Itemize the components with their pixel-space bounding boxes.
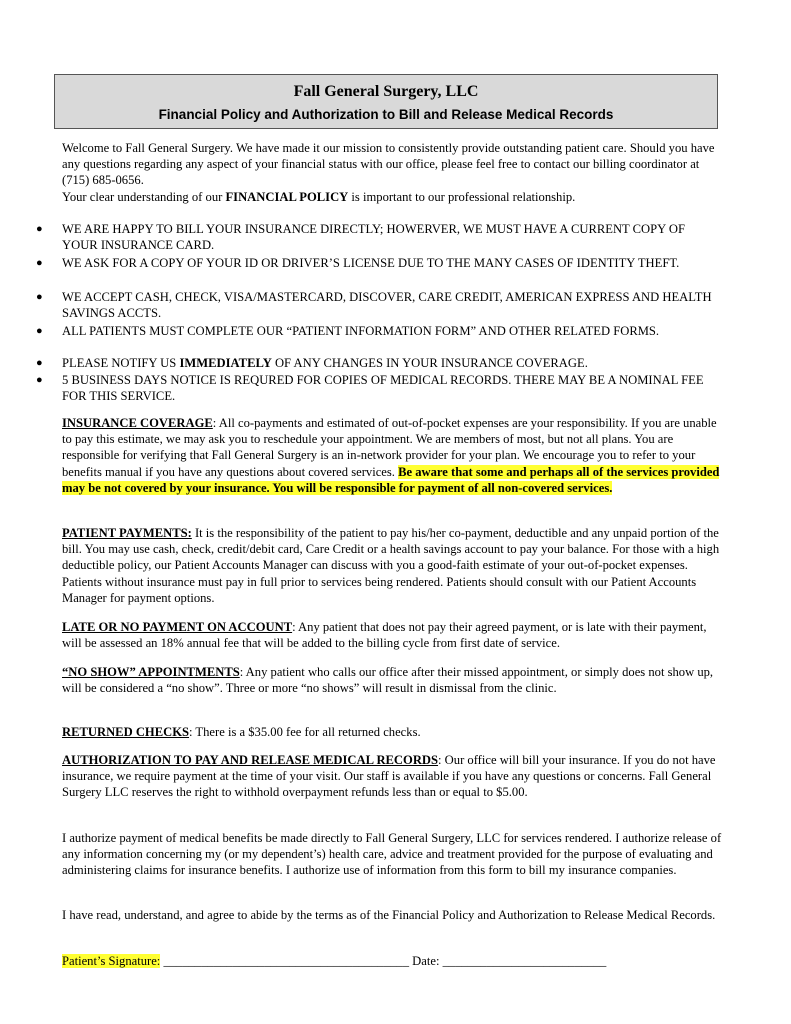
document-subtitle: Financial Policy and Authorization to Bill and Release Medical Records [158, 107, 614, 122]
bullet-icon: ● [36, 357, 43, 369]
signature-line[interactable]: _______________________________________ [160, 954, 410, 968]
authorization-section [62, 752, 722, 801]
section-heading: LATE OR NO PAYMENT ON ACCOUNT [62, 620, 293, 634]
section-text: It is the responsibility of the patient to pay his/her co-payment, deductible and any unpaid portion of the bill. You may use cash, check, credit/debit card, Care Credit or a health savings account to pay your balance. For those with a high deductible policy, our Patient Accounts Manager can discuss with you a good-faith estimate of your out-of-pocket expenses. Patients without insurance must pay in full prior to services being rendered. Patients should consult with our Patient Accounts Manager for payment options. [62, 526, 720, 605]
signature-label: Patient’s Signature: [62, 954, 161, 968]
bullet-icon: ● [36, 223, 43, 235]
agreement-paragraph: I have read, understand, and agree to abide by the terms as of the Financial Policy and Authorization to Release Medical Records. [62, 908, 716, 922]
intro-text-2b: is important to our professional relationship. [348, 189, 576, 204]
insurance-coverage-section [62, 415, 722, 496]
section-text: : There is a $35.00 fee for all returned checks. [189, 725, 421, 739]
financial-policy-bold: FINANCIAL POLICY [225, 189, 349, 204]
section-heading: “NO SHOW” APPOINTMENTS [62, 665, 240, 679]
section-heading: PATIENT PAYMENTS: [62, 526, 192, 540]
section-text: : Any patient that does not pay their agreed payment, or is late with their payment, will be assessed an 18% annual fee that will be added to the billing cycle from first date of service. [62, 620, 707, 651]
no-show-section [62, 664, 722, 696]
immediately-bold: IMMEDIATELY [179, 356, 272, 370]
intro-text-2a: Your clear understanding of our [62, 189, 226, 204]
bullet-icon: ● [36, 374, 43, 386]
authorize-paragraph: I authorize payment of medical benefits be made directly to Fall General Surgery, LLC for services rendered. I authorize release of any information concerning my (or my dependent’s) health care, advice and treatment provided for the purpose of evaluating and administering claims for insurance benefits. I authorize use of information from this form to bill my insurance companies. [62, 831, 722, 878]
date-label: Date: [409, 954, 443, 968]
section-heading: RETURNED CHECKS [62, 725, 190, 739]
bullet-icon: ● [36, 325, 43, 337]
returned-checks-section [62, 724, 722, 740]
section-text: : Any patient who calls our office after their missed appointment, or simply does not show up, will be considered a “no show”. Three or more “no shows” will result in dismissal from the clinic. [62, 665, 714, 696]
document-title: Fall General Surgery, LLC [293, 83, 479, 100]
late-payment-section [62, 619, 722, 651]
intro-text: Welcome to Fall General Surgery. We have made it our mission to consistently provide outstanding patient care. Should you have any questions regarding any aspect of your financial status with our office, please feel free to contact our billing coordinator at (715) 685-0656. [62, 141, 715, 188]
document-header [54, 74, 718, 129]
patient-payments-section [62, 525, 722, 606]
section-heading: INSURANCE COVERAGE [62, 416, 213, 430]
bullet-icon: ● [36, 291, 43, 303]
bullet-icon: ● [36, 257, 43, 269]
date-line[interactable]: __________________________ [442, 954, 607, 968]
signature-row [62, 953, 722, 969]
section-text: : Our office will bill your insurance. If you do not have insurance, we require payment at the time of your visit. Our staff is available if you have any questions or concerns. Fall General Surgery LLC reserves the right to withhold overpayment refunds less than or equal to $5.00. [62, 753, 716, 800]
intro-paragraph [62, 140, 722, 205]
section-heading: AUTHORIZATION TO PAY AND RELEASE MEDICAL RECORDS [62, 753, 439, 767]
highlighted-warning: Be aware that some and perhaps all of the services provided may be not covered by your insurance. You will be responsible for payment of all non-covered services. [62, 464, 720, 495]
section-text: : All co-payments and estimated of out-of-pocket expenses are your responsibility. If you are unable to pay this estimate, we may ask you to reschedule your appointment. We are members of most, but not all plans. You are responsible for verifying that Fall General Surgery is an in-network provider for your plan. We encourage you to refer to your benefits manual if you have any questions about covered services. [62, 416, 717, 479]
